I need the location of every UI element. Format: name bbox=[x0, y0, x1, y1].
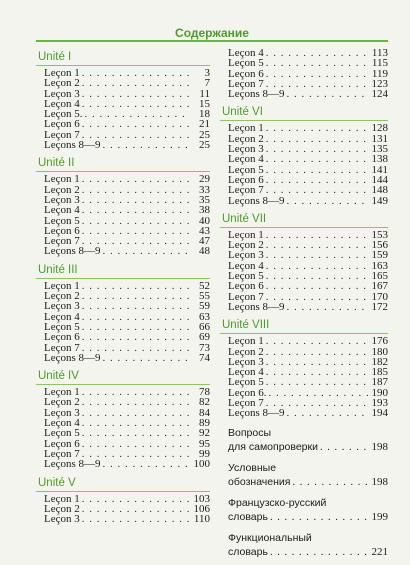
page-number: 63 bbox=[199, 310, 210, 323]
lesson-label: Leçon 4 bbox=[228, 366, 264, 379]
dot-leader bbox=[82, 99, 190, 109]
page-number: 148 bbox=[371, 184, 388, 197]
lesson-label: Leçons 8—9 bbox=[44, 139, 101, 152]
page-number: 113 bbox=[371, 47, 388, 59]
page-number: 221 bbox=[371, 545, 388, 558]
page-number: 106 bbox=[193, 502, 210, 515]
lesson-label: Leçon 3 bbox=[44, 513, 80, 526]
page-number: 194 bbox=[371, 407, 388, 420]
unit-heading: Unité III bbox=[36, 263, 210, 279]
dot-leader bbox=[287, 196, 368, 206]
page-number: 74 bbox=[199, 351, 210, 364]
page-number: 73 bbox=[199, 341, 210, 354]
dot-leader bbox=[82, 216, 190, 226]
lesson-label: Leçon 2 bbox=[228, 132, 264, 145]
dot-leader bbox=[266, 250, 368, 260]
page-number: 176 bbox=[371, 335, 388, 348]
page-number: 66 bbox=[199, 320, 210, 333]
appendix-entry bbox=[220, 497, 388, 524]
dot-leader bbox=[266, 134, 368, 144]
toc-entry bbox=[220, 89, 388, 99]
dot-leader bbox=[266, 48, 368, 58]
lesson-label: Leçon 2 bbox=[228, 239, 264, 252]
toc-entry bbox=[36, 140, 210, 150]
appendix-line bbox=[228, 476, 388, 489]
lesson-label: Leçons 8—9 bbox=[228, 407, 285, 420]
page-number: 199 bbox=[371, 510, 388, 523]
page-number: 159 bbox=[371, 249, 388, 262]
lesson-label: Leçons 8—9 bbox=[228, 194, 285, 207]
page-number: 180 bbox=[371, 345, 388, 358]
dot-leader bbox=[82, 68, 190, 78]
lesson-label: Leçon 4 bbox=[44, 204, 80, 217]
appendix-entry bbox=[220, 427, 388, 454]
lesson-label: Leçon 3 bbox=[44, 300, 80, 313]
dot-leader bbox=[320, 442, 370, 454]
dot-leader bbox=[84, 109, 190, 119]
dot-leader bbox=[103, 353, 190, 363]
lesson-label: Leçon 3 bbox=[44, 406, 80, 419]
lesson-label: Leçon 3 bbox=[228, 249, 264, 262]
lesson-label: Leçon 3 bbox=[44, 87, 80, 100]
toc-entry bbox=[36, 332, 210, 342]
lesson-label: Leçon 6 bbox=[44, 224, 80, 237]
lesson-label: Leçon 4 bbox=[228, 47, 264, 59]
page-number: 38 bbox=[199, 204, 210, 217]
dot-leader bbox=[82, 408, 190, 418]
lesson-label: Leçon 4 bbox=[44, 97, 80, 110]
page-number: 3 bbox=[204, 67, 210, 79]
dot-leader bbox=[82, 119, 190, 129]
toc-entry bbox=[220, 336, 388, 346]
lesson-label: Leçon 1 bbox=[228, 122, 264, 135]
lesson-label: Leçon 3 bbox=[228, 143, 264, 156]
appendix-subtitle: словарь bbox=[228, 510, 268, 523]
lesson-label: Leçon 7 bbox=[44, 341, 80, 354]
page-number: 163 bbox=[371, 259, 388, 272]
page-number: 172 bbox=[371, 300, 388, 313]
page-number: 187 bbox=[371, 376, 388, 389]
dot-leader bbox=[82, 174, 190, 184]
toc-header bbox=[36, 24, 388, 42]
lesson-label: Leçon 2 bbox=[44, 290, 80, 303]
page-number: 156 bbox=[371, 239, 388, 252]
dot-leader bbox=[82, 418, 190, 428]
lesson-label: Leçon 7 bbox=[228, 397, 264, 410]
dot-leader bbox=[266, 69, 368, 79]
page-number: 190 bbox=[371, 386, 388, 399]
dot-leader bbox=[82, 322, 190, 332]
lesson-label: Leçon 5 bbox=[228, 57, 264, 70]
dot-leader bbox=[266, 58, 368, 68]
dot-leader bbox=[266, 377, 368, 387]
page-number: 95 bbox=[199, 437, 210, 450]
page-number: 55 bbox=[199, 290, 210, 303]
dot-leader bbox=[82, 504, 190, 514]
lesson-label: Leçon 4 bbox=[44, 417, 80, 430]
page-number: 131 bbox=[371, 132, 388, 145]
dot-leader bbox=[82, 185, 190, 195]
lesson-label: Leçon 4 bbox=[44, 310, 80, 323]
lesson-label: Leçon 5 bbox=[44, 320, 80, 333]
dot-leader bbox=[266, 230, 368, 240]
appendix-entry bbox=[220, 532, 388, 559]
page-number: 35 bbox=[199, 193, 210, 206]
unit-heading: Unité VIII bbox=[220, 318, 388, 334]
page-number: 7 bbox=[204, 77, 210, 90]
appendix-title: Французско-русский bbox=[228, 496, 327, 509]
page-number: 11 bbox=[199, 87, 210, 100]
page-number: 69 bbox=[199, 331, 210, 344]
toc-entry bbox=[36, 459, 210, 469]
lesson-label: Leçon 4 bbox=[228, 259, 264, 272]
page-number: 92 bbox=[199, 427, 210, 440]
page-number: 99 bbox=[199, 447, 210, 460]
lesson-label: Leçon 5 bbox=[228, 376, 264, 389]
dot-leader bbox=[82, 291, 190, 301]
lesson-label: Leçon 1 bbox=[44, 67, 80, 79]
toc-entry bbox=[220, 302, 388, 312]
lesson-label: Leçon 6 bbox=[228, 173, 264, 186]
page-number: 18 bbox=[199, 108, 210, 121]
lesson-label: Leçon 5 bbox=[228, 270, 264, 283]
toc-entry bbox=[220, 408, 388, 418]
lesson-label: Leçon 5 bbox=[228, 163, 264, 176]
lesson-label: Leçon 4 bbox=[228, 153, 264, 166]
lesson-label: Leçon 1 bbox=[44, 492, 80, 505]
unit-heading: Unité VII bbox=[220, 212, 388, 228]
lesson-label: Leçon 7 bbox=[228, 184, 264, 197]
toc-entry bbox=[36, 246, 210, 256]
page-number: 29 bbox=[199, 173, 210, 186]
dot-leader bbox=[266, 367, 368, 377]
dot-leader bbox=[82, 439, 190, 449]
lesson-label: Leçon 6 bbox=[44, 118, 80, 131]
lesson-label: Leçons 8—9 bbox=[44, 351, 101, 364]
unit-heading: Unité VI bbox=[220, 105, 388, 121]
lesson-label: Leçon 2 bbox=[228, 345, 264, 358]
lesson-label: Leçons 8—9 bbox=[44, 245, 101, 258]
lesson-label: Leçon 2 bbox=[44, 77, 80, 90]
appendix-title: Условные bbox=[228, 461, 277, 474]
toc-entry bbox=[36, 514, 210, 524]
page-number: 138 bbox=[371, 153, 388, 166]
left-column bbox=[36, 44, 210, 524]
page-number: 115 bbox=[371, 57, 388, 70]
page-number: 153 bbox=[371, 228, 388, 241]
dot-leader bbox=[82, 312, 190, 322]
appendix-subtitle: словарь bbox=[228, 545, 268, 558]
appendix-line bbox=[228, 546, 388, 559]
dot-leader bbox=[82, 428, 190, 438]
lesson-label: Leçon 2 bbox=[44, 183, 80, 196]
page-number: 124 bbox=[371, 88, 388, 101]
right-column bbox=[220, 44, 388, 559]
page-number: 165 bbox=[371, 270, 388, 283]
page-number: 25 bbox=[199, 139, 210, 152]
dot-leader bbox=[270, 512, 370, 524]
lesson-label: Leçon 1 bbox=[228, 228, 264, 241]
lesson-label: Leçon 7 bbox=[44, 235, 80, 248]
dot-leader bbox=[82, 226, 190, 236]
dot-leader bbox=[266, 357, 368, 367]
toc-entry bbox=[220, 196, 388, 206]
page-number: 135 bbox=[371, 143, 388, 156]
appendix-subtitle: для самопроверки bbox=[228, 440, 318, 453]
toc-entry bbox=[36, 353, 210, 363]
dot-leader bbox=[270, 547, 370, 559]
page-title: Содержание bbox=[175, 26, 249, 40]
dot-leader bbox=[266, 144, 368, 154]
page-number: 78 bbox=[199, 386, 210, 399]
lesson-label: Leçon 7 bbox=[228, 290, 264, 303]
page-number: 167 bbox=[371, 280, 388, 293]
dot-leader bbox=[266, 165, 368, 175]
page-number: 21 bbox=[199, 118, 210, 131]
dot-leader bbox=[82, 205, 190, 215]
lesson-label: Leçon 5 bbox=[44, 214, 80, 227]
dot-leader bbox=[266, 154, 368, 164]
lesson-label: Leçon 6 bbox=[44, 437, 80, 450]
unit-heading: Unité I bbox=[36, 50, 210, 66]
lesson-label: Leçon 1 bbox=[44, 386, 80, 399]
page-number: 198 bbox=[371, 475, 388, 488]
lesson-label: Leçon 1 bbox=[44, 279, 80, 292]
dot-leader bbox=[266, 336, 368, 346]
dot-leader bbox=[82, 301, 190, 311]
unit-heading: Unité V bbox=[36, 476, 210, 492]
lesson-label: Leçons 8—9 bbox=[228, 300, 285, 313]
appendix-title: Функциональный bbox=[228, 531, 312, 544]
page-number: 82 bbox=[199, 396, 210, 409]
dot-leader bbox=[82, 195, 190, 205]
lesson-label: Leçon 6 bbox=[228, 67, 264, 80]
lesson-label: Leçon 5 bbox=[44, 427, 80, 440]
dot-leader bbox=[292, 477, 369, 489]
dot-leader bbox=[266, 281, 368, 291]
page-number: 25 bbox=[199, 128, 210, 141]
dot-leader bbox=[82, 281, 190, 291]
lesson-label: Leçon 2 bbox=[44, 502, 80, 515]
dot-leader bbox=[82, 332, 190, 342]
page-number: 144 bbox=[371, 173, 388, 186]
page-number: 59 bbox=[199, 300, 210, 313]
dot-leader bbox=[82, 514, 190, 524]
page-number: 185 bbox=[371, 366, 388, 379]
page-number: 47 bbox=[199, 235, 210, 248]
page-number: 128 bbox=[371, 122, 388, 135]
appendix-entry bbox=[220, 462, 388, 489]
dot-leader bbox=[266, 123, 368, 133]
page-number: 89 bbox=[199, 417, 210, 430]
continued-unit-v bbox=[220, 48, 388, 99]
dot-leader bbox=[287, 302, 368, 312]
page-number: 123 bbox=[371, 77, 388, 90]
dot-leader bbox=[287, 408, 368, 418]
lesson-label: Leçon 6 bbox=[44, 331, 80, 344]
unit-heading: Unité IV bbox=[36, 369, 210, 385]
dot-leader bbox=[266, 271, 368, 281]
page-number: 149 bbox=[371, 194, 388, 207]
dot-leader bbox=[103, 140, 190, 150]
dot-leader bbox=[82, 494, 190, 504]
lesson-label: Leçon 6 bbox=[228, 280, 264, 293]
page-number: 52 bbox=[199, 279, 210, 292]
lesson-label: Leçon 1 bbox=[44, 173, 80, 186]
lesson-label: Leçon 2 bbox=[44, 396, 80, 409]
page-number: 198 bbox=[371, 440, 388, 453]
dot-leader bbox=[287, 89, 368, 99]
lesson-label: Leçons 8—9 bbox=[228, 88, 285, 101]
page-number: 170 bbox=[371, 290, 388, 303]
lesson-label: Leçon 7 bbox=[44, 128, 80, 141]
lesson-label: Leçon 1 bbox=[228, 335, 264, 348]
lesson-label: Leçons 8—9 bbox=[44, 458, 101, 471]
dot-leader bbox=[103, 459, 190, 469]
dot-leader bbox=[268, 388, 368, 398]
unit-heading: Unité II bbox=[36, 156, 210, 172]
page-number: 84 bbox=[199, 406, 210, 419]
dot-leader bbox=[82, 397, 190, 407]
lesson-label: Leçon 5. bbox=[44, 108, 83, 121]
dot-leader bbox=[82, 387, 190, 397]
appendix-line bbox=[228, 511, 388, 524]
page-number: 15 bbox=[199, 97, 210, 110]
page-number: 43 bbox=[199, 224, 210, 237]
dot-leader bbox=[82, 78, 190, 88]
appendix-subtitle: обозначения bbox=[228, 475, 291, 488]
lesson-label: Leçon 3 bbox=[44, 193, 80, 206]
page-number: 48 bbox=[199, 245, 210, 258]
appendix-line bbox=[228, 441, 388, 454]
page-number: 100 bbox=[193, 458, 210, 471]
lesson-label: Leçon 3 bbox=[228, 355, 264, 368]
lesson-label: Leçon 7 bbox=[228, 77, 264, 90]
dot-leader bbox=[266, 347, 368, 357]
page-number: 103 bbox=[193, 492, 210, 505]
lesson-label: Leçon 7 bbox=[44, 447, 80, 460]
page-number: 33 bbox=[199, 183, 210, 196]
dot-leader bbox=[82, 89, 190, 99]
dot-leader bbox=[266, 261, 368, 271]
page-number: 110 bbox=[193, 513, 210, 526]
page-number: 182 bbox=[371, 355, 388, 368]
page-number: 141 bbox=[371, 163, 388, 176]
page-number: 193 bbox=[371, 397, 388, 410]
dot-leader bbox=[266, 240, 368, 250]
page-number: 40 bbox=[199, 214, 210, 227]
dot-leader bbox=[266, 175, 368, 185]
appendix-title: Вопросы bbox=[228, 426, 272, 439]
page-number: 119 bbox=[371, 67, 388, 80]
dot-leader bbox=[103, 246, 190, 256]
lesson-label: Leçon 6. bbox=[228, 386, 267, 399]
